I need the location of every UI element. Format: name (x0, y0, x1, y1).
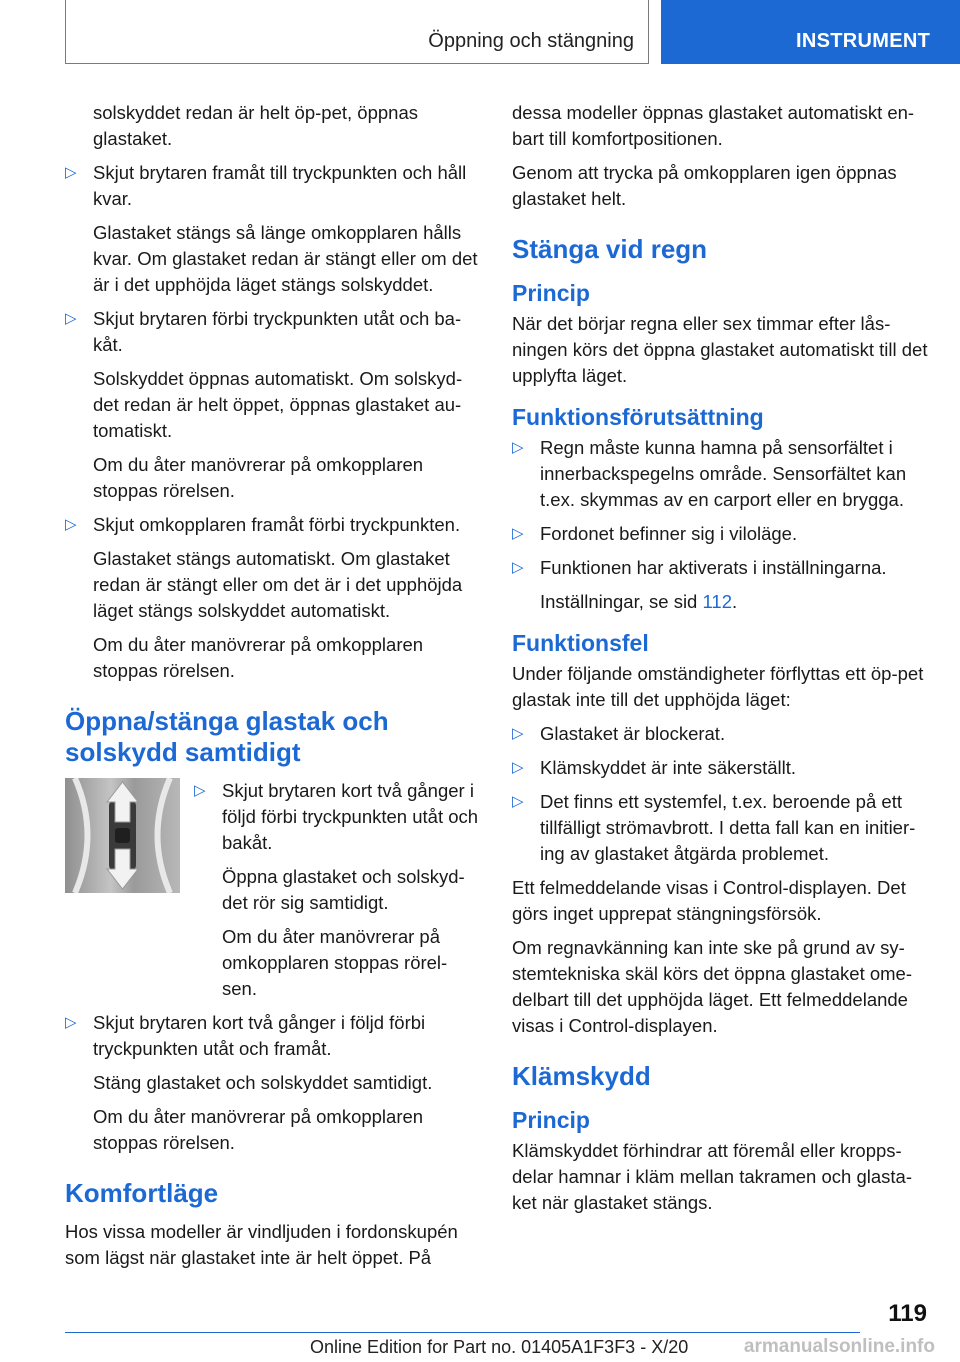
list-item-subtext: Glastaket stängs automatiskt. Om glastaket redan är stängt eller om det är i det upphöjda läget stängs solskyddet automatiskt. (93, 548, 463, 621)
list-item-subtext: Solskyddet öppnas automatiskt. Om solskyd-det redan är helt öppet, öppnas glastaket au-tomatiskt. (93, 368, 463, 441)
continued-text: dessa modeller öppnas glastaket automatiskt en-bart till komfortpositionen. (512, 102, 915, 149)
footer-divider (65, 1332, 860, 1333)
list-item (65, 512, 481, 684)
list-item (512, 721, 928, 747)
list-item-subtext: Om du åter manövrerar på omkopplaren stoppas rörel-sen. (222, 926, 448, 999)
list-item (194, 778, 481, 1010)
roof-switch-illustration (65, 778, 180, 893)
subsection-heading: Funktionsförutsättning (512, 404, 764, 430)
body-text: Under följande omständigheter förflyttas ett öp-pet glastak inte till det upphöjda läget: (512, 663, 924, 710)
list-item-text: Skjut omkopplaren framåt förbi tryckpunkten. (93, 514, 461, 535)
triangle-bullet-icon: ▷ (512, 793, 524, 810)
list-item-subtext: Om du åter manövrerar på omkopplaren stoppas rörelsen. (93, 1106, 424, 1153)
subsection-heading: Princip (512, 280, 590, 306)
triangle-bullet-icon: ▷ (512, 525, 524, 542)
list-item-text: Fordonet befinner sig i viloläge. (540, 523, 798, 544)
list-item (65, 1010, 481, 1156)
list-item-text: Skjut brytaren förbi tryckpunkten utåt och ba-kåt. (93, 308, 462, 355)
section-heading: Komfortläge (65, 1178, 219, 1208)
right-column (512, 100, 928, 1224)
list-item-text: Skjut brytaren kort två gånger i följd förbi tryckpunkten utåt och framåt. (93, 1012, 426, 1059)
list-item-text: Funktionen har aktiverats i inställningarna. (540, 557, 887, 578)
triangle-bullet-icon: ▷ (65, 164, 77, 181)
body-text: Genom att trycka på omkopplaren igen öppnas glastaket helt. (512, 162, 897, 209)
section-title: Öppning och stängning (428, 30, 634, 52)
header-section-box (65, 0, 649, 64)
list-item-text: Klämskyddet är inte säkerställt. (540, 757, 797, 778)
list-item-subtext: Glastaket stängs så länge omkopplaren hålls kvar. Om glastaket redan är stängt eller om det är i det upphöjda läget stängs solskyddet. (93, 222, 478, 295)
body-text: När det börjar regna eller sex timmar efter lås-ningen körs det öppna glastaket automatiskt till det upplyfta läget. (512, 313, 928, 386)
section-heading: Öppna/stänga glastak och solskydd samtidigt (65, 706, 389, 767)
triangle-bullet-icon: ▷ (65, 1014, 77, 1031)
body-text: Ett felmeddelande visas i Control-displayen. Det görs inget upprepat stängningsförsök. (512, 877, 906, 924)
list-item (512, 789, 928, 867)
list-item-text: Glastaket är blockerat. (540, 723, 726, 744)
list-item-text: Skjut brytaren kort två gånger i följd förbi tryckpunkten utåt och bakåt. (222, 780, 479, 853)
list-item (512, 755, 928, 781)
left-column (65, 100, 481, 1279)
settings-reference (540, 589, 928, 615)
list-item (512, 555, 928, 615)
triangle-bullet-icon: ▷ (65, 310, 77, 327)
body-text: Hos vissa modeller är vindljuden i fordonskupén som lägst när glastaket inte är helt öppet. På (65, 1221, 458, 1268)
list-item-subtext: Stäng glastaket och solskyddet samtidigt. (93, 1072, 433, 1093)
list-item-text: Det finns ett systemfel, t.ex. beroende på ett tillfälligt strömavbrott. I detta fall kan en initier-ing av glastaket åtgärda problemet. (540, 791, 916, 864)
list-item (65, 306, 481, 504)
roof-switch-image (65, 778, 180, 893)
section-heading: Klämskydd (512, 1061, 651, 1091)
settings-ref-prefix: Inställningar, se sid (540, 591, 703, 612)
list-item-subtext: Öppna glastaket och solskyd-det rör sig samtidigt. (222, 866, 465, 913)
list-item (65, 160, 481, 298)
list-item-subtext: Om du åter manövrerar på omkopplaren stoppas rörelsen. (93, 454, 424, 501)
triangle-bullet-icon: ▷ (512, 439, 524, 456)
continued-text: solskyddet redan är helt öp-pet, öppnas glastaket. (93, 102, 418, 149)
chapter-title: INSTRUMENT (796, 30, 931, 52)
chapter-tab (661, 0, 960, 64)
body-text: Klämskyddet förhindrar att föremål eller kropps-delar hamnar i kläm mellan takramen och glasta-ket när glastaket stängs. (512, 1140, 912, 1213)
triangle-bullet-icon: ▷ (512, 725, 524, 742)
page-number: 119 (888, 1300, 927, 1327)
figure-row (65, 778, 481, 1010)
subsection-heading: Princip (512, 1107, 590, 1133)
section-heading: Stänga vid regn (512, 234, 708, 264)
list-item-subtext: Om du åter manövrerar på omkopplaren stoppas rörelsen. (93, 634, 424, 681)
watermark: armanualsonline.info (743, 1336, 935, 1357)
edition-footer: Online Edition for Part no. 01405A1F3F3 - X/20 (310, 1337, 689, 1357)
list-item-text: Regn måste kunna hamna på sensorfältet i innerbackspegelns område. Sensorfältet kan t.ex. skymmas av en carport eller en brygga. (540, 437, 907, 510)
list-item (512, 521, 928, 547)
triangle-bullet-icon: ▷ (512, 759, 524, 776)
body-text: Om regnavkänning kan inte ske på grund av sy-stemtekniska skäl körs det öppna glastaket ome-delbart till det upphöjda läget. Ett felmeddelande visas i Control-displayen. (512, 937, 912, 1036)
triangle-bullet-icon: ▷ (194, 782, 206, 799)
triangle-bullet-icon: ▷ (512, 559, 524, 576)
list-item-text: Skjut brytaren framåt till tryckpunkten och håll kvar. (93, 162, 467, 209)
subsection-heading: Funktionsfel (512, 630, 649, 656)
settings-ref-suffix: . (731, 591, 738, 612)
page-link[interactable]: 112 (702, 591, 732, 612)
list-item (512, 435, 928, 513)
triangle-bullet-icon: ▷ (65, 516, 77, 533)
